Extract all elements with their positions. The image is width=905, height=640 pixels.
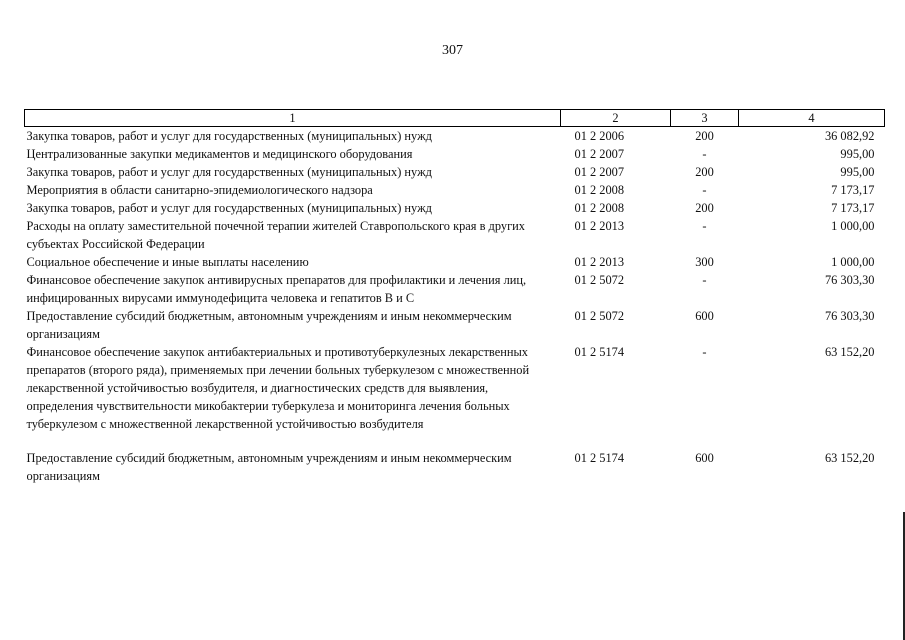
row-amount: 995,00 — [840, 165, 875, 179]
header-row — [25, 110, 885, 127]
row-code: 01 2 2008 — [574, 183, 625, 197]
row-description: Закупка товаров, работ и услуг для государственных (муниципальных) нужд — [26, 165, 432, 179]
row-type: - — [702, 345, 707, 359]
row-description: Финансовое обеспечение закупок антибактериальных и противотуберкулезных лекарственных препаратов (второго ряда), применяемых при лечении больных туберкулезом с множественной лекарственной устойчивостью возбудителя, и диагностических средств для выявления, определения чувствительности микобактерии туберкулеза и мониторинга лечения больных туберкулезом с множественной лекарственной устойчивостью возбудителя — [26, 345, 530, 431]
row-code: 01 2 2008 — [574, 201, 625, 215]
header-col-3: 3 — [671, 110, 739, 127]
row-description: Закупка товаров, работ и услуг для государственных (муниципальных) нужд — [26, 201, 432, 215]
row-type: - — [702, 273, 707, 287]
row-amount: 995,00 — [840, 147, 875, 161]
table-row — [25, 127, 885, 146]
row-type: - — [702, 219, 707, 233]
row-code: 01 2 5072 — [574, 273, 625, 287]
row-description: Закупка товаров, работ и услуг для государственных (муниципальных) нужд — [26, 129, 432, 143]
header-col-1: 1 — [25, 110, 561, 127]
header-col-4: 4 — [739, 110, 885, 127]
row-code: 01 2 2013 — [574, 255, 625, 269]
table-row — [25, 343, 885, 449]
table-row — [25, 307, 885, 343]
table-header — [25, 110, 885, 127]
page-number: 307 — [442, 43, 463, 58]
row-amount: 1 000,00 — [831, 255, 875, 269]
row-code: 01 2 5174 — [574, 451, 625, 465]
row-amount: 7 173,17 — [831, 183, 875, 197]
table-row — [25, 181, 885, 199]
row-amount: 76 303,30 — [824, 309, 875, 323]
row-code: 01 2 5174 — [574, 345, 625, 359]
header-col-2: 2 — [561, 110, 671, 127]
row-code: 01 2 5072 — [574, 309, 625, 323]
table-body — [25, 127, 885, 486]
row-code: 01 2 2006 — [574, 129, 625, 143]
row-type: 200 — [695, 129, 714, 143]
row-type: 600 — [695, 309, 714, 323]
row-amount: 63 152,20 — [824, 451, 875, 465]
table-row — [25, 145, 885, 163]
row-code: 01 2 2007 — [574, 165, 625, 179]
row-description: Предоставление субсидий бюджетным, автономным учреждениям и иным некоммерческим организациям — [26, 451, 512, 483]
row-description: Расходы на оплату заместительной почечной терапии жителей Ставропольского края в других субъектах Российской Федерации — [26, 219, 525, 251]
table-row — [25, 253, 885, 271]
row-description: Предоставление субсидий бюджетным, автономным учреждениям и иным некоммерческим организациям — [26, 309, 512, 341]
row-amount: 36 082,92 — [824, 129, 875, 143]
table-row — [25, 271, 885, 307]
table-row — [25, 449, 885, 485]
table-row — [25, 163, 885, 181]
row-type: 200 — [695, 165, 714, 179]
row-amount: 7 173,17 — [831, 201, 875, 215]
row-code: 01 2 2013 — [574, 219, 625, 233]
row-amount: 76 303,30 — [824, 273, 875, 287]
row-type: - — [702, 147, 707, 161]
row-type: 600 — [695, 451, 714, 465]
row-description: Социальное обеспечение и иные выплаты населению — [26, 255, 309, 269]
row-amount: 1 000,00 — [831, 219, 875, 233]
row-description: Мероприятия в области санитарно-эпидемиологического надзора — [26, 183, 373, 197]
table-row — [25, 199, 885, 217]
row-description: Финансовое обеспечение закупок антивирусных препаратов для профилактики и лечения лиц, инфицированных вирусами иммунодефицита человека и гепатитов В и С — [26, 273, 527, 305]
row-type: 300 — [695, 255, 714, 269]
row-amount: 63 152,20 — [824, 345, 875, 359]
budget-table — [24, 109, 885, 485]
row-description: Централизованные закупки медикаментов и медицинского оборудования — [26, 147, 413, 161]
row-type: 200 — [695, 201, 714, 215]
table-row — [25, 217, 885, 253]
row-code: 01 2 2007 — [574, 147, 625, 161]
row-type: - — [702, 183, 707, 197]
